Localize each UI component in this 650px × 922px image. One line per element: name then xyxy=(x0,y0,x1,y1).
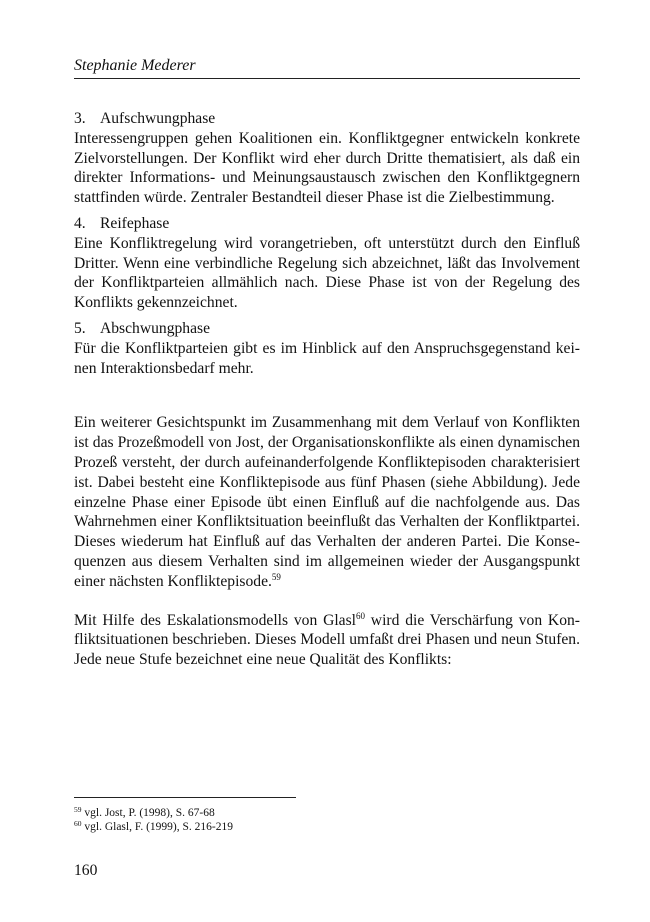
phase-description: Interessengruppen gehen Koalitionen ein. Konfliktgegner entwickeln konkrete Zielvorstellungen. Der Konflikt wird eher durch Dritte thematisiert, als daß ein direkter Informations- und Meinungsaustausch zwischen den Konfliktgegnern stattfinden würde. Zentraler Bestandteil dieser Phase ist die Zielbestimmung. xyxy=(74,129,580,207)
paragraph-text-before: Mit Hilfe des Eskalationsmodells von Glasl xyxy=(74,611,356,629)
footnote-text: vgl. Jost, P. (1998), S. 67-68 xyxy=(81,807,215,819)
footnote-ref-59[interactable]: 59 xyxy=(271,571,281,582)
footnote-number: 59 xyxy=(74,805,82,814)
phase-4 xyxy=(74,214,580,313)
phase-heading xyxy=(74,109,580,129)
body-text xyxy=(74,109,580,670)
running-header-author: Stephanie Mederer xyxy=(74,57,196,74)
footnotes xyxy=(74,806,233,834)
footnote-59 xyxy=(74,806,233,820)
footnote-text: vgl. Glasl, F. (1999), S. 216-219 xyxy=(81,821,233,833)
footnote-ref-60[interactable]: 60 xyxy=(356,610,365,621)
phase-title: Abschwungphase xyxy=(100,319,211,337)
phase-description: Für die Konfliktparteien gibt es im Hinblick auf den Anspruchsgegenstand keinen Interaktionsbedarf mehr. xyxy=(74,339,580,377)
paragraph-text-after: wird die Verschärfung von Konfliktsituationen beschrieben. Dieses Modell umfaßt drei Phasen und neun Stufen. Jede neue Stufe bezeichnet eine neue Qualität des Konflikts: xyxy=(74,611,580,669)
footnote-rule xyxy=(74,797,296,798)
phase-heading xyxy=(74,319,580,339)
paragraph-text: Ein weiterer Gesichtspunkt im Zusammenhang mit dem Verlauf von Konflikten ist das Prozeßmodell von Jost, der Organisationskonflikte als einen dynamischen Prozeß versteht, der durch aufeinanderfolgende Konfliktepisoden charakterisiert ist. Dabei besteht eine Konfliktepisode aus fünf Phasen (siehe Abbildung). Jede einzelne Phase einer Episode übt einen Einfluß auf die nachfolgende aus. Das Wahrnehmen einer Konfliktsituation beeinflußt das Verhalten der Konfliktpartei. Dieses wiederum hat Einfluß auf das Verhalten der anderen Partei. Die Konsequenzen aus diesem Verhalten sind im allgemeinen wieder der Ausgangspunkt einer nächsten Konfliktepisode. xyxy=(74,414,580,590)
phase-5 xyxy=(74,319,580,378)
header-rule xyxy=(74,78,580,79)
paragraph-escalation-model xyxy=(74,611,580,670)
phase-heading xyxy=(74,214,580,234)
phase-title: Reifephase xyxy=(100,214,170,232)
paragraph-process-model xyxy=(74,413,580,591)
phase-number: 5. xyxy=(74,319,86,337)
phase-description: Eine Konfliktregelung wird vorangetrieben, oft unterstützt durch den Einfluß Dritter. Wenn eine verbindliche Regelung sich abzeichnet, läßt das Involvement der Konfliktparteien allmählich nach. Diese Phase ist von der Regelung des Konflikts gekennzeichnet. xyxy=(74,234,580,312)
footnote-number: 60 xyxy=(74,819,82,828)
phase-number: 3. xyxy=(74,110,86,127)
page-number: 160 xyxy=(74,862,98,879)
phase-title: Aufschwungphase xyxy=(100,110,216,127)
phase-3 xyxy=(74,109,580,208)
phase-number: 4. xyxy=(74,214,86,232)
footnote-60 xyxy=(74,820,233,834)
